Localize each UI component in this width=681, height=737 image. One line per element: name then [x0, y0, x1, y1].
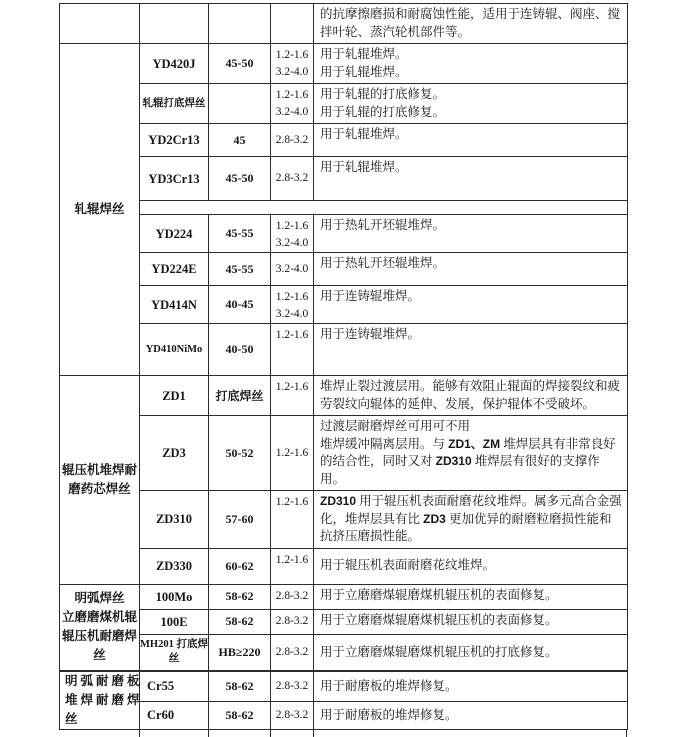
category-cell — [60, 4, 140, 44]
model-cell: ZD310 — [140, 491, 209, 549]
diameter-cell — [271, 634, 314, 671]
description-line: 用于耐磨板的堆焊修复。 — [320, 678, 458, 693]
description-cell — [314, 416, 628, 491]
description-line: 用于轧辊堆焊。 — [320, 64, 408, 79]
description-cell — [314, 84, 628, 124]
category-line: 丝 — [65, 712, 81, 726]
table-row — [60, 286, 628, 324]
table-row — [60, 609, 628, 634]
description-cell — [314, 324, 628, 376]
table-row — [60, 584, 628, 609]
description-line: 堆焊缓冲隔离层用。与 ZD1、ZM 堆焊层具有非常良好的结合性，同时又对 ZD310 堆焊层有很好的支撑作用。 — [320, 436, 616, 486]
spacer-row — [60, 201, 628, 215]
description-cell — [314, 157, 628, 201]
hardness-cell: 45-55 — [209, 215, 271, 253]
description-cell — [314, 491, 628, 549]
description-line: 用于辊压机表面耐磨花纹堆焊。 — [320, 558, 496, 573]
table-row — [60, 416, 628, 491]
table-row — [60, 491, 628, 549]
table-row — [60, 376, 628, 416]
diameter-value: 2.8-3.2 — [275, 172, 309, 184]
diameter-value: 2.8-3.2 — [275, 590, 309, 602]
diameter-value: 1.2-1.6 — [275, 220, 309, 232]
table-row — [60, 215, 628, 253]
hardness-cell: 60-62 — [209, 548, 271, 584]
hardness-cell: 57-60 — [209, 491, 271, 549]
diameter-cell — [271, 253, 314, 286]
model-cell: MH201 打底焊丝 — [140, 634, 209, 671]
diameter-value: 3.2-4.0 — [275, 262, 309, 275]
category-line: 辊压机堆焊耐 — [61, 462, 137, 477]
category-line: 轧辊焊丝 — [74, 202, 125, 216]
hardness-cell: 50-52 — [209, 416, 271, 491]
description-line: 用于热轧开坯辊堆焊。 — [320, 256, 446, 270]
hardness-cell: 58-62 — [209, 609, 271, 634]
description-cell — [314, 286, 628, 324]
description-cell — [314, 701, 628, 729]
diameter-value: 1.2-1.6 — [275, 496, 309, 508]
description-line: 过渡层耐磨焊丝可用可不用 — [320, 419, 471, 433]
category-cell — [60, 44, 140, 376]
category-line: 明弧耐磨板 — [65, 674, 143, 688]
cutoff-row-stub — [59, 730, 627, 737]
diameter-cell — [271, 609, 314, 634]
column-line-stub — [139, 730, 140, 737]
hardness-cell: 58-62 — [209, 671, 271, 701]
hardness-cell: 40-45 — [209, 286, 271, 324]
model-cell: YD3Cr13 — [140, 157, 209, 201]
diameter-cell — [271, 324, 314, 376]
column-line-stub — [626, 730, 627, 737]
model-cell: ZD1 — [140, 376, 209, 416]
diameter-cell — [271, 491, 314, 549]
description-line: 用于轧辊堆焊。 — [320, 160, 408, 174]
diameter-value: 1.2-1.6 — [275, 329, 309, 341]
diameter-value: 2.8-3.2 — [275, 679, 309, 692]
model-cell: ZD330 — [140, 548, 209, 584]
diameter-value: 1.2-1.6 — [275, 49, 309, 61]
hardness-cell: 45-50 — [209, 157, 271, 201]
category-line: 丝 — [93, 648, 106, 663]
hardness-cell: 58-62 — [209, 584, 271, 609]
diameter-cell — [271, 584, 314, 609]
spacer-cell — [140, 201, 628, 215]
diameter-cell — [271, 286, 314, 324]
hardness-cell: 58-62 — [209, 701, 271, 729]
diameter-value: 1.2-1.6 — [275, 553, 309, 566]
hardness-cell: 打底焊丝 — [209, 376, 271, 416]
diameter-value: 3.2-4.0 — [275, 66, 309, 78]
diameter-value: 1.2-1.6 — [275, 291, 309, 303]
category-line: 立磨磨煤机辊 — [61, 610, 137, 625]
diameter-value: 2.8-3.2 — [275, 615, 309, 627]
column-line-stub — [208, 730, 209, 737]
diameter-value: 1.2-1.6 — [275, 381, 309, 393]
table-row — [60, 671, 628, 701]
description-line: 用于轧辊的打底修复。 — [320, 87, 446, 101]
description-line: 用于立磨磨煤辊磨煤机辊压机的打底修复。 — [320, 644, 558, 659]
description-cell — [314, 584, 628, 609]
hardness-cell: 40-50 — [209, 324, 271, 376]
table-row — [60, 634, 628, 671]
model-cell: ZD3 — [140, 416, 209, 491]
description-line: 用于立磨磨煤辊磨煤机辊压机的表面修复。 — [320, 587, 558, 602]
table-row — [60, 253, 628, 286]
category-line: 磨药芯焊丝 — [68, 481, 131, 496]
diameter-value: 2.8-3.2 — [275, 645, 309, 658]
diameter-cell — [271, 124, 314, 157]
diameter-value: 3.2-4.0 — [275, 237, 309, 249]
hardness-cell: 45 — [209, 124, 271, 157]
model-cell: 轧辊打底焊丝 — [140, 84, 209, 124]
table-row — [60, 157, 628, 201]
table-body — [60, 4, 628, 730]
model-cell: YD410NiMo — [140, 324, 209, 376]
category-cell — [60, 671, 143, 730]
model-cell: YD224 — [140, 215, 209, 253]
description-cell — [314, 253, 628, 286]
description-cell — [314, 634, 628, 671]
table-row — [60, 44, 628, 84]
welding-wire-table — [59, 3, 628, 730]
hardness-cell — [209, 4, 271, 44]
description-line: 用于连铸辊堆焊。 — [320, 289, 421, 303]
model-cell: YD2Cr13 — [140, 124, 209, 157]
model-cell: 100Mo — [140, 584, 209, 609]
table-row — [60, 124, 628, 157]
table-row — [60, 324, 628, 376]
model-cell: 100E — [140, 609, 209, 634]
diameter-cell — [271, 84, 314, 124]
diameter-value: 3.2-4.0 — [275, 106, 309, 118]
category-line: 堆焊耐磨焊 — [65, 693, 143, 707]
model-cell: YD414N — [140, 286, 209, 324]
description-cell — [314, 609, 628, 634]
model-cell — [140, 4, 209, 44]
category-cell — [60, 376, 140, 585]
description-line: 用于连铸辊堆焊。 — [320, 327, 421, 341]
description-line: ZD310 用于辊压机表面耐磨花纹堆焊。属多元高合金强化，堆焊层具有比 ZD3 更加优异的耐磨粒磨损性能和抗挤压磨损性能。 — [320, 494, 622, 543]
description-cell — [314, 4, 628, 44]
hardness-cell: HB≥220 — [209, 634, 271, 671]
description-cell — [314, 215, 628, 253]
table-row — [60, 4, 628, 44]
diameter-value: 2.8-3.2 — [275, 708, 309, 721]
diameter-cell — [271, 157, 314, 201]
table-row — [60, 84, 628, 124]
description-cell — [314, 124, 628, 157]
description-line: 用于轧辊堆焊。 — [320, 47, 408, 61]
diameter-cell — [271, 548, 314, 584]
description-line: 用于热轧开坯辊堆焊。 — [320, 218, 446, 232]
hardness-cell: 45-55 — [209, 253, 271, 286]
description-line: 用于轧辊堆焊。 — [320, 127, 408, 141]
column-line-stub — [313, 730, 314, 737]
welding-wire-table-wrap — [59, 3, 628, 737]
diameter-cell — [271, 44, 314, 84]
model-cell: Cr55 — [140, 671, 209, 701]
description-cell — [314, 548, 628, 584]
diameter-value: 1.2-1.6 — [275, 446, 309, 459]
description-line: 用于立磨磨煤辊磨煤机辊压机的表面修复。 — [320, 612, 558, 627]
diameter-cell — [271, 215, 314, 253]
description-line: 的抗摩擦磨损和耐腐蚀性能，适用于连铸辊、阀座、搅拌叶轮、蒸汽轮机部件等。 — [320, 7, 621, 39]
model-cell: Cr60 — [140, 701, 209, 729]
hardness-cell: 45-50 — [209, 44, 271, 84]
category-line: 辊压机耐磨焊 — [61, 629, 137, 644]
description-cell — [314, 671, 628, 701]
description-cell — [314, 44, 628, 84]
category-cell — [60, 584, 140, 671]
diameter-cell — [271, 671, 314, 701]
diameter-cell — [271, 4, 314, 44]
diameter-cell — [271, 701, 314, 729]
description-cell — [314, 376, 628, 416]
category-line: 明弧焊丝 — [74, 591, 125, 606]
table-row — [60, 548, 628, 584]
model-cell: YD420J — [140, 44, 209, 84]
table-row — [60, 701, 628, 729]
description-line: 用于轧辊的打底修复。 — [320, 104, 446, 119]
description-line: 用于耐磨板的堆焊修复。 — [320, 707, 458, 722]
model-cell: YD224E — [140, 253, 209, 286]
diameter-cell — [271, 376, 314, 416]
diameter-cell — [271, 416, 314, 491]
diameter-value: 2.8-3.2 — [275, 133, 309, 146]
description-line: 堆焊止裂过渡层用。能够有效阻止辊面的焊接裂纹和疲劳裂纹向辊体的延伸、发展，保护辊体不受破坏。 — [320, 379, 621, 411]
diameter-value: 3.2-4.0 — [275, 308, 309, 320]
diameter-value: 1.2-1.6 — [275, 89, 309, 101]
hardness-cell — [209, 84, 271, 124]
column-line-stub — [270, 730, 271, 737]
